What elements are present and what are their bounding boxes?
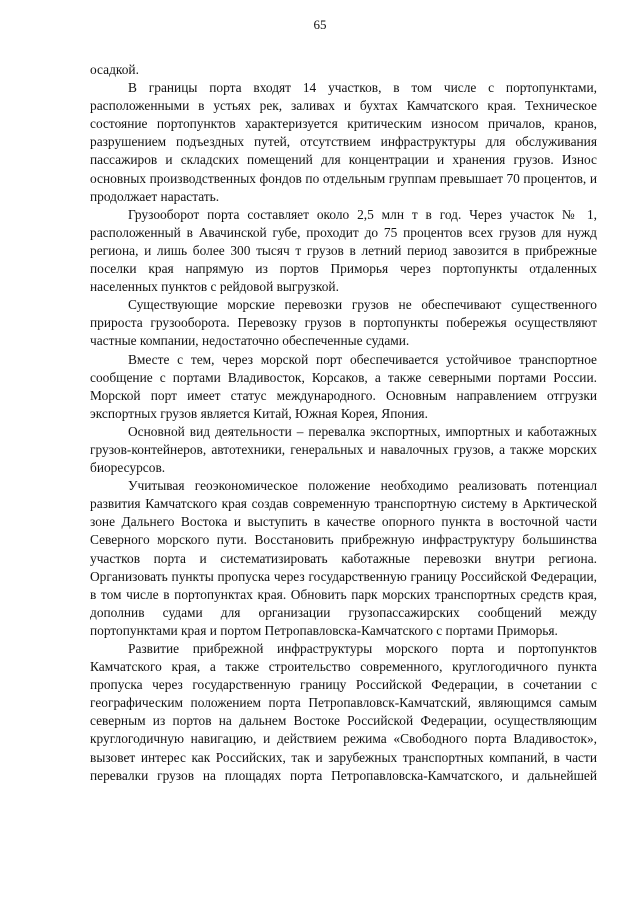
paragraph-5: Вместе с тем, через морской порт обеспечивается устойчивое транспортное сообщение с портами Владивосток, Корсаков, а также северными портами России. Морской порт имеет статус международного. Основным направлением отгрузки экспортных грузов является Китай, Южная Корея, Япония.	[90, 351, 597, 421]
paragraph-3: Грузооборот порта составляет около 2,5 млн т в год. Через участок № 1, расположенный в Авачинской губе, проходит до 75 процентов всех грузов для нужд региона, и лишь более 300 тысяч т грузов в летний период завозится в прибрежные поселки края напрямую из портов Приморья через портопункты отдаленных населенных пунктов с рейдовой выгрузкой.	[90, 206, 597, 295]
paragraph-1: осадкой.	[90, 62, 139, 77]
paragraph-2: В границы порта входят 14 участков, в том числе с портопунктами, расположенными в устьях рек, заливах и бухтах Камчатского края. Техническое состояние портопунктов характеризуется критическим износом причалов, кранов, разрушением подъездных путей, отсутствием инфраструктуры для обслуживания пассажиров и складских помещений для концентрации и хранения грузов. Износ основных производственных фондов по отдельным группам превышает 70 процентов, и продолжает нарастать.	[90, 80, 597, 204]
document-body	[90, 61, 597, 785]
paragraph-6: Основной вид деятельности – перевалка экспортных, импортных и каботажных грузов-контейнеров, автотехники, генеральных и навалочных грузов, а также морских биоресурсов.	[90, 423, 597, 476]
paragraph-7: Учитывая геоэкономическое положение необходимо реализовать потенциал развития Камчатского края создав современную транспортную систему в Арктической зоне Дальнего Востока и выступить в качестве опорного пункта в восточной части Северного морского пути. Восстановить прибрежную инфраструктуру большинства участков порта и систематизировать каботажные перевозки внутри региона. Организовать пункты пропуска через государственную границу Российской Федерации, в том числе в портопунктах края. Обновить парк морских транспортных средств края, дополнив судами для организации грузопассажирских сообщений между портопунктами края и портом Петропавловска-Камчатского с портами Приморья.	[90, 478, 597, 638]
paragraph-4: Существующие морские перевозки грузов не обеспечивают существенного прироста грузооборота. Перевозку грузов в портопункты побережья осуществляют частные компании, недостаточно обеспеченные судами.	[90, 297, 597, 349]
paragraph-8: Развитие прибрежной инфраструктуры морского порта и портопунктов Камчатского края, а также строительство современного, круглогодичного пункта пропуска через государственную границу Российской Федерации, в сочетании с географическим положением порта Петропавловск-Камчатский, являющимся самым северным из портов на дальнем Востоке Российской Федерации, осуществляющим круглогодичную навигацию, и действием режима «Свободного порта Владивосток», вызовет интерес как Российских, так и зарубежных транспортных компаний, в части перевалки грузов на площадях порта Петропавловска-Камчатского, и дальнейшей	[90, 641, 597, 783]
page-number: 65	[313, 17, 327, 32]
